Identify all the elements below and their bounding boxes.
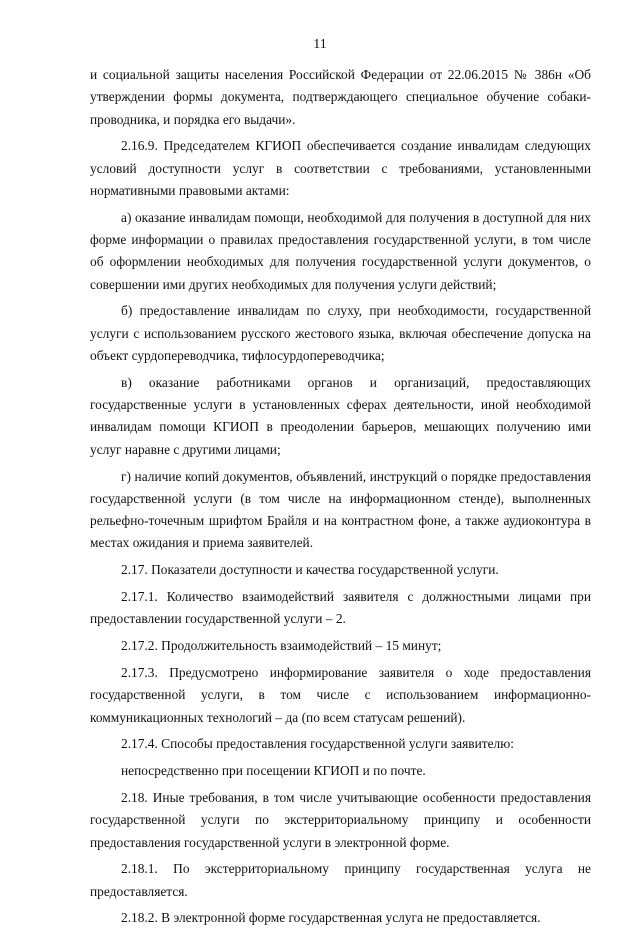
document-body [90, 64, 591, 930]
paragraph-2-17: 2.17. Показатели доступности и качества государственной услуги. [121, 562, 499, 578]
paragraph-2-18-1: 2.18.1. По экстерриториальному принципу государственная услуга не предоставляется. [90, 861, 591, 899]
paragraph-item-g: г) наличие копий документов, объявлений, инструкций о порядке предоставления государственной услуги (в том числе на информационном стенде), выполненных рельефно-точечным шрифтом Брайля и на контрастном фоне, а также аудиоконтура в местах ожидания и приема заявителей. [90, 468, 591, 551]
paragraph-2-17-4: 2.17.4. Способы предоставления государственной услуги заявителю: [121, 736, 514, 752]
paragraph-item-v: в) оказание работниками органов и организаций, предоставляющих государственные услуги в установленных сферах деятельности, иной необходимой инвалидам помощи КГИОП в преодолении барьеров, мешающих получению ими услуг наравне с другими лицами; [90, 374, 591, 457]
paragraph-2-18-2: 2.18.2. В электронной форме государственная услуга не предоставляется. [121, 910, 541, 926]
paragraph-continuation: и социальной защиты населения Российской Федерации от 22.06.2015 № 386н «Об утверждении формы документа, подтверждающего специальное обучение собаки-проводника, и порядка его выдачи». [90, 67, 591, 127]
paragraph-item-b: б) предоставление инвалидам по слуху, при необходимости, государственной услуги с использованием русского жестового языка, включая обеспечение допуска на объект сурдопереводчика, тифлосурдопереводчика; [90, 303, 591, 364]
paragraph-2-18: 2.18. Иные требования, в том числе учитывающие особенности предоставления государственной услуги по экстерриториальному принципу и особенности предоставления государственной услуги в электронной форме. [90, 789, 591, 850]
paragraph-2-16-9: 2.16.9. Председателем КГИОП обеспечивается создание инвалидам следующих условий доступности услуг в соответствии с требованиями, установленными нормативными правовыми актами: [90, 138, 591, 198]
paragraph-item-a: а) оказание инвалидам помощи, необходимой для получения в доступной для них форме информации о правилах предоставления государственной услуги, в том числе об оформлении необходимых для получения государственной услуги документов, о совершении ими других необходимых для получения услуги действий; [90, 209, 591, 292]
paragraph-2-17-4-method: непосредственно при посещении КГИОП и по почте. [121, 763, 426, 779]
page-number: 11 [313, 37, 327, 52]
paragraph-2-17-2: 2.17.2. Продолжительность взаимодействий – 15 минут; [121, 638, 442, 654]
paragraph-2-17-3: 2.17.3. Предусмотрено информирование заявителя о ходе предоставления государственной услуги, в том числе с использованием информационно-коммуникационных технологий – да (по всем статусам решений). [90, 664, 591, 725]
paragraph-2-17-1: 2.17.1. Количество взаимодействий заявителя с должностными лицами при предоставлении государственной услуги – 2. [90, 589, 591, 627]
